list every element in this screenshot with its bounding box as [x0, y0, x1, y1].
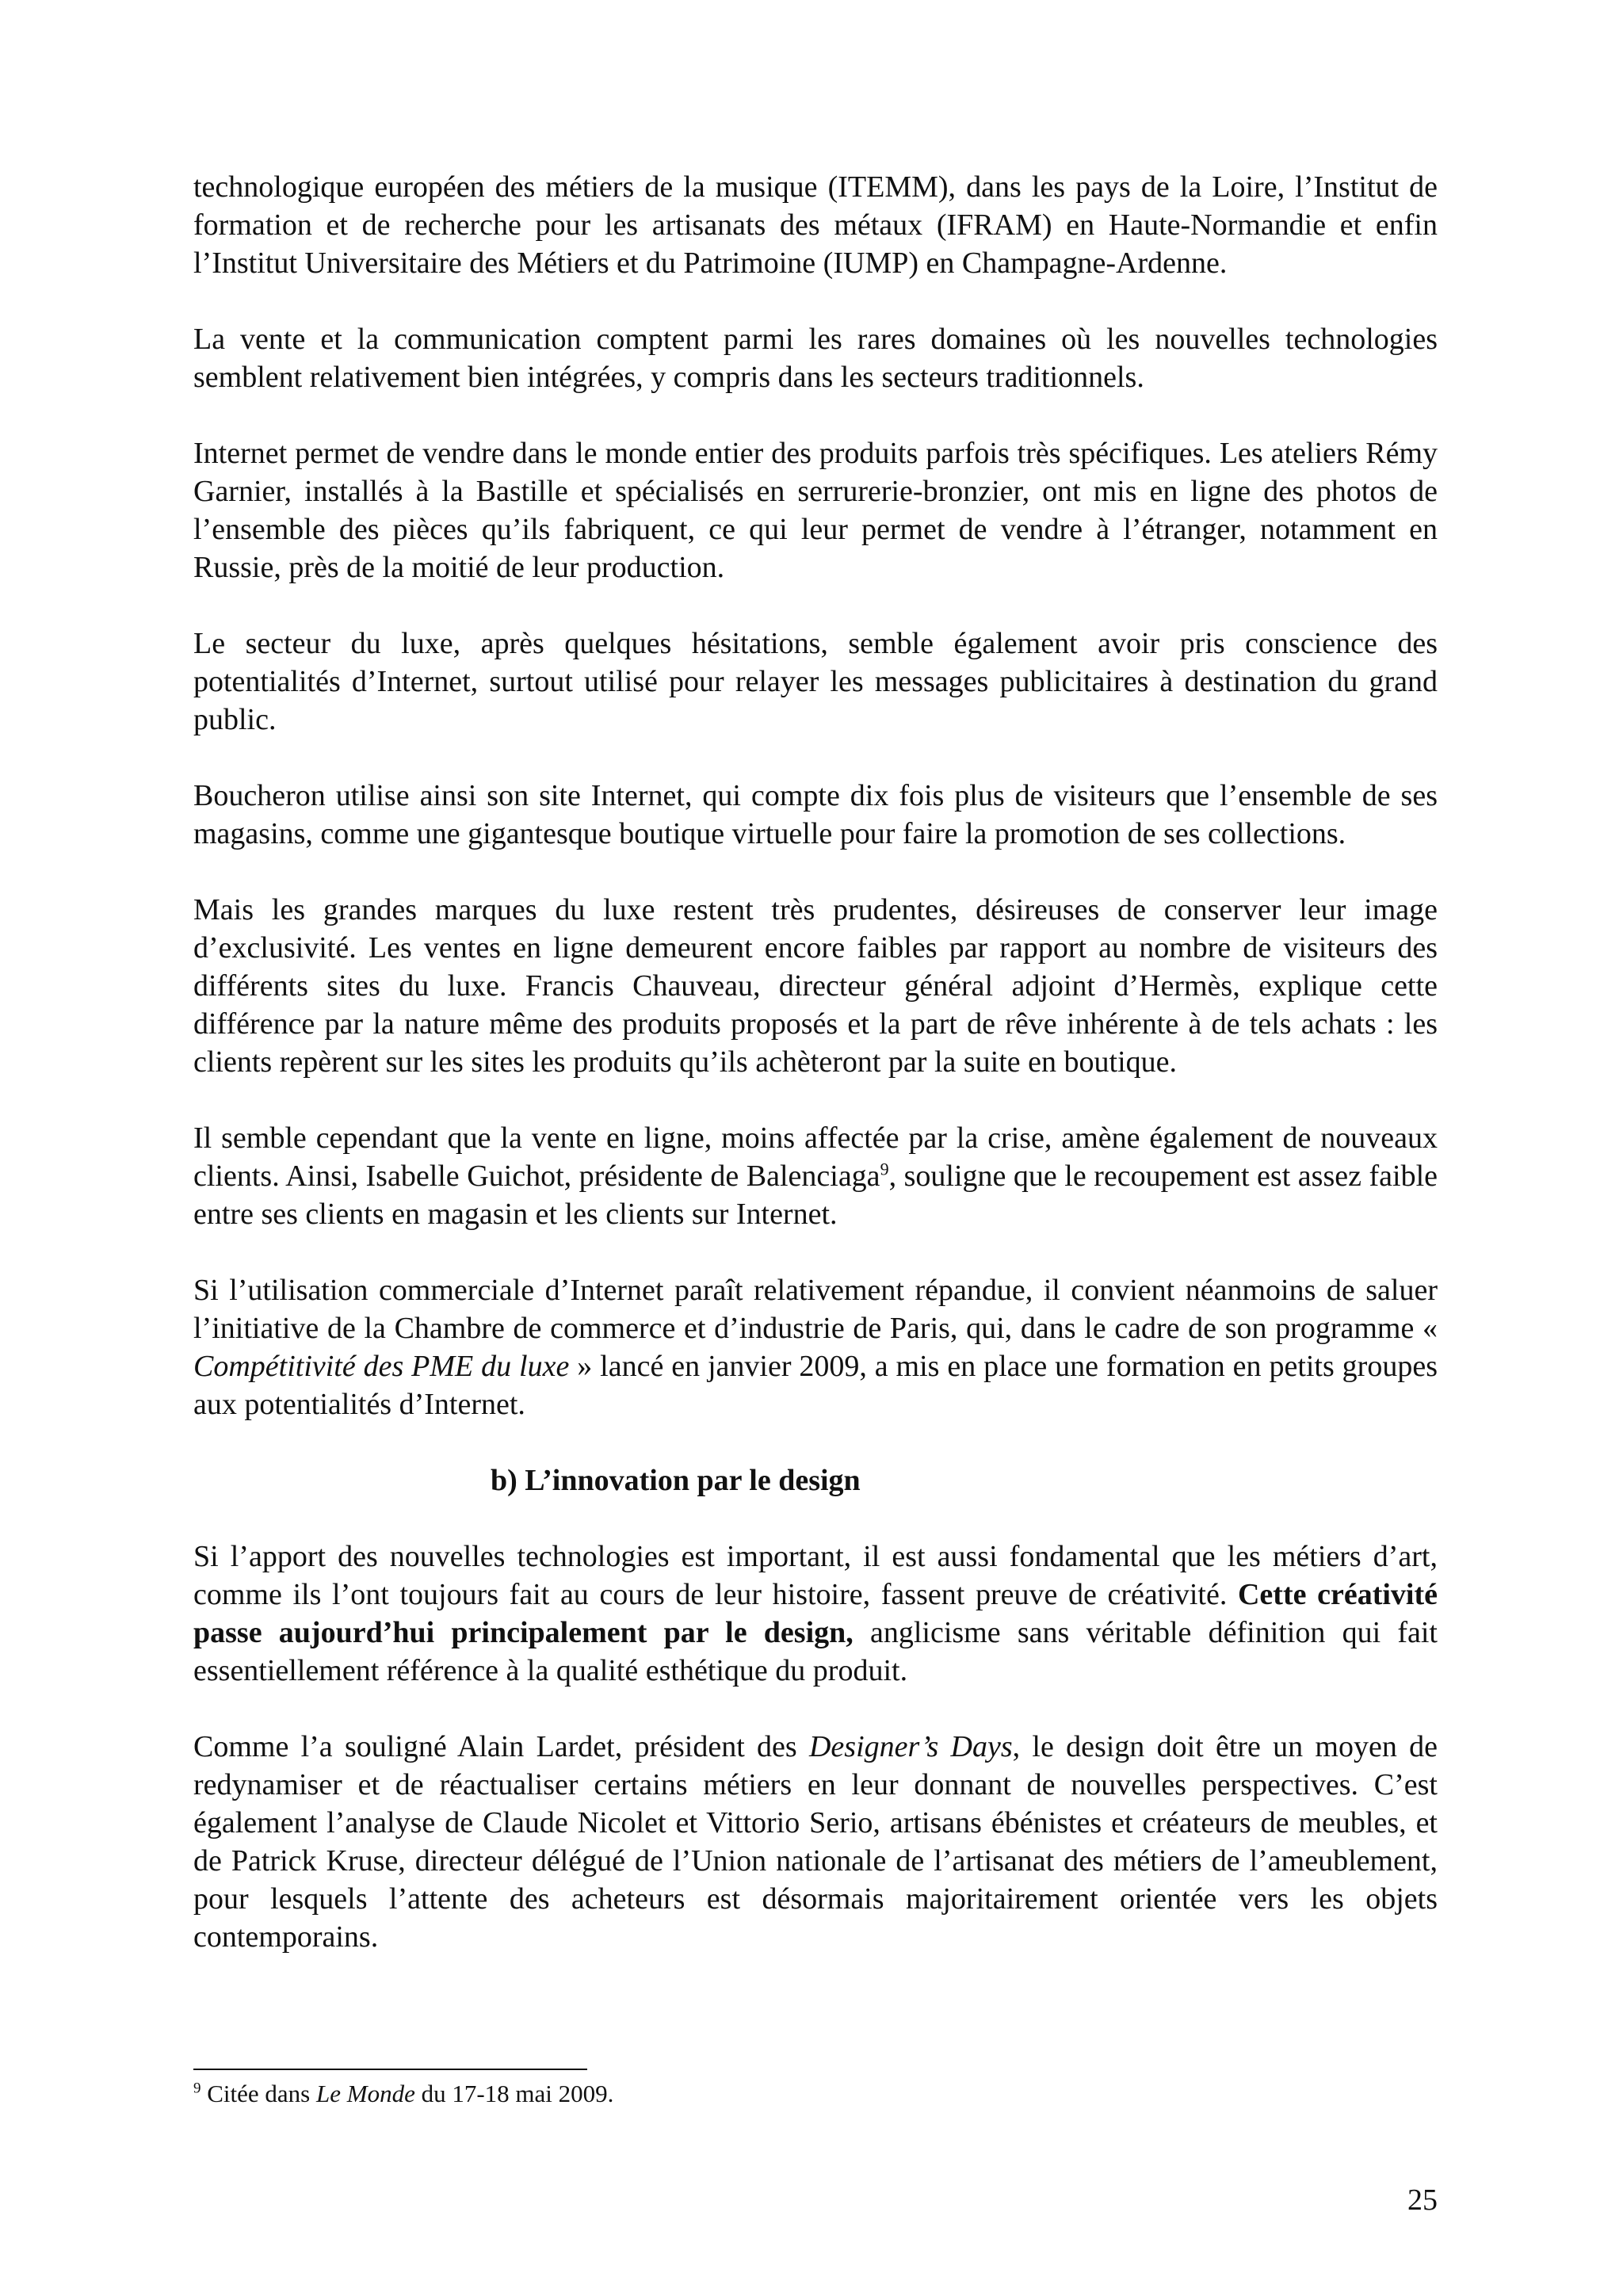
paragraph-apport-technologies — [193, 1538, 1438, 1690]
paragraph-text: Comme l’a souligné Alain Lardet, président des — [193, 1730, 809, 1763]
paragraph-boucheron: Boucheron utilise ainsi son site Internet, qui compte dix fois plus de visiteurs que l’ensemble de ses magasins, comme une gigantesque boutique virtuelle pour faire la promotion de ses collections. — [193, 779, 1438, 850]
body-text — [193, 168, 1438, 1994]
footnote-source-title: Le Monde — [316, 2080, 415, 2107]
paragraph-text: , le design doit être un moyen de redynamiser et de réactualiser certains métiers en leur donnant de nouvelles perspectives. C’est également l’analyse de Claude Nicolet et Vittorio Serio, artisans ébénistes et créateurs de meubles, et de Patrick Kruse, directeur délégué de l’Union nationale de l’artisanat des métiers de l’ameublement, pour lesquels l’attente des acheteurs est désormais majoritairement orientée vers les objets contemporains. — [193, 1730, 1438, 1954]
footnote-number: 9 — [193, 2080, 201, 2097]
emphasis-text: Cette créativité passe aujourd’hui principalement par le design, — [193, 1578, 1438, 1649]
paragraph-text: Si l’utilisation commerciale d’Internet paraît relativement répandue, il convient néanmoins de saluer l’initiative de la Chambre de commerce et d’industrie de Paris, qui, dans le cadre de son programme « — [193, 1274, 1438, 1345]
programme-title: Compétitivité des PME du luxe — [193, 1350, 570, 1383]
paragraph-itemm: technologique européen des métiers de la musique (ITEMM), dans les pays de la Loire, l’Institut de formation et de recherche pour les artisanats des métaux (IFRAM) en Haute-Normandie et enfin l’Institut Universitaire des Métiers et du Patrimoine (IUMP) en Champagne-Ardenne. — [193, 170, 1438, 280]
paragraph-internet-vendre: Internet permet de vendre dans le monde entier des produits parfois très spécifiques. Les ateliers Rémy Garnier, installés à la Bastille et spécialisés en serrurerie-bronzier, ont mis en ligne des photos de l’ensemble des pièces qu’ils fabriquent, ce qui leur permet de vendre à l’étranger, notamment en Russie, près de la moitié de leur production. — [193, 437, 1438, 584]
paragraph-vente-communication: La vente et la communication comptent parmi les rares domaines où les nouvelles technologies semblent relativement bien intégrées, y compris dans les secteurs traditionnels. — [193, 323, 1438, 394]
paragraph-grandes-marques: Mais les grandes marques du luxe restent très prudentes, désireuses de conserver leur image d’exclusivité. Les ventes en ligne demeurent encore faibles par rapport au nombre de visiteurs des différents sites du luxe. Francis Chauveau, directeur général adjoint d’Hermès, explique cette différence par la nature même des produits proposés et la part de rêve inhérente à de tels achats : les clients repèrent sur les sites les produits qu’ils achèteront par la suite en boutique. — [193, 893, 1438, 1079]
footnote-separator — [193, 2069, 587, 2070]
paragraph-text: anglicisme sans véritable définition qui fait essentiellement référence à la qualité esthétique du produit. — [193, 1616, 1438, 1687]
paragraph-text: , souligne que le recoupement est assez faible entre ses clients en magasin et les clients sur Internet. — [193, 1159, 1438, 1231]
paragraph-alain-lardet — [193, 1728, 1438, 1956]
footnote-text: Citée dans — [200, 2080, 316, 2107]
paragraph-chambre-commerce — [193, 1271, 1438, 1423]
footnote-reference[interactable]: 9 — [880, 1159, 889, 1179]
page-number: 25 — [1407, 2183, 1438, 2217]
paragraph-secteur-luxe: Le secteur du luxe, après quelques hésitations, semble également avoir pris conscience des potentialités d’Internet, surtout utilisé pour relayer les messages publicitaires à destination du grand public. — [193, 627, 1438, 736]
paragraph-text: Il semble cependant que la vente en ligne, moins affectée par la crise, amène également de nouveaux clients. Ainsi, Isabelle Guichot, présidente de Balenciaga — [193, 1121, 1438, 1193]
event-title: Designer’s Days — [808, 1730, 1013, 1763]
footnote — [193, 2078, 613, 2110]
paragraph-text: Si l’apport des nouvelles technologies est important, il est aussi fondamental que les métiers d’art, comme ils l’ont toujours fait au cours de leur histoire, fassent preuve de créativité. — [193, 1540, 1438, 1611]
paragraph-vente-en-ligne — [193, 1119, 1438, 1233]
paragraph-text: » lancé en janvier 2009, a mis en place une formation en petits groupes aux potentialités d’Internet. — [193, 1350, 1438, 1421]
footnote-text: du 17-18 mai 2009. — [414, 2080, 614, 2107]
section-heading: b) L’innovation par le design — [491, 1464, 861, 1497]
